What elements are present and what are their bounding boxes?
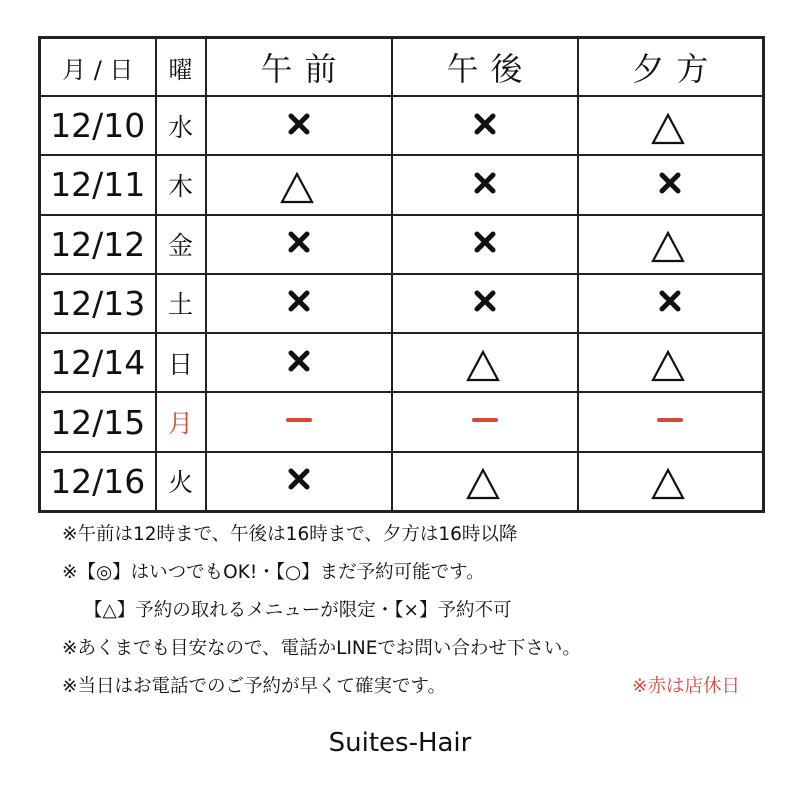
triangle-icon bbox=[465, 459, 505, 499]
evening-cell bbox=[578, 215, 764, 274]
weekday-cell: 月 bbox=[156, 392, 206, 451]
weekday-cell: 水 bbox=[156, 96, 206, 155]
note-same-day-text: ※当日はお電話でのご予約が早くて確実です。 bbox=[62, 676, 447, 697]
morning-cell bbox=[206, 333, 392, 392]
header-morning: 午前 bbox=[206, 38, 392, 97]
morning-cell bbox=[206, 274, 392, 333]
triangle-icon bbox=[650, 341, 690, 381]
cross-icon bbox=[465, 281, 505, 321]
header-evening: 夕方 bbox=[578, 38, 764, 97]
note-contact: ※あくまでも目安なので、電話かLINEでお問い合わせ下さい。 bbox=[62, 638, 581, 659]
cross-icon bbox=[279, 222, 319, 262]
cross-icon bbox=[650, 281, 690, 321]
dash-icon bbox=[279, 400, 319, 440]
cross-icon bbox=[465, 163, 505, 203]
cross-icon bbox=[279, 459, 319, 499]
date-cell: 12/11 bbox=[40, 155, 156, 214]
note-same-day bbox=[62, 668, 762, 706]
weekday-cell: 土 bbox=[156, 274, 206, 333]
dash-icon bbox=[650, 400, 690, 440]
evening-cell bbox=[578, 452, 764, 512]
notes bbox=[62, 516, 762, 706]
table-row bbox=[40, 452, 764, 512]
triangle-icon bbox=[650, 222, 690, 262]
evening-cell bbox=[578, 96, 764, 155]
note-legend-ok: ※【◎】はいつでもOK!・【○】まだ予約可能です。 bbox=[62, 562, 485, 583]
afternoon-cell bbox=[392, 274, 578, 333]
cross-icon bbox=[279, 341, 319, 381]
weekday-cell: 金 bbox=[156, 215, 206, 274]
date-cell: 12/15 bbox=[40, 392, 156, 451]
triangle-icon bbox=[650, 459, 690, 499]
header-row bbox=[40, 38, 764, 97]
table-row bbox=[40, 155, 764, 214]
triangle-icon bbox=[279, 163, 319, 203]
table-row bbox=[40, 215, 764, 274]
afternoon-cell bbox=[392, 215, 578, 274]
afternoon-cell bbox=[392, 333, 578, 392]
cross-icon bbox=[279, 281, 319, 321]
triangle-icon bbox=[465, 341, 505, 381]
afternoon-cell bbox=[392, 392, 578, 451]
afternoon-cell bbox=[392, 155, 578, 214]
cross-icon bbox=[650, 163, 690, 203]
table-row bbox=[40, 96, 764, 155]
evening-cell bbox=[578, 274, 764, 333]
dash-icon bbox=[465, 400, 505, 440]
table-row bbox=[40, 274, 764, 333]
evening-cell bbox=[578, 333, 764, 392]
date-cell: 12/13 bbox=[40, 274, 156, 333]
cross-icon bbox=[465, 222, 505, 262]
morning-cell bbox=[206, 392, 392, 451]
date-cell: 12/16 bbox=[40, 452, 156, 512]
date-cell: 12/14 bbox=[40, 333, 156, 392]
note-hours: ※午前は12時まで、午後は16時まで、夕方は16時以降 bbox=[62, 524, 518, 545]
triangle-icon bbox=[650, 104, 690, 144]
note-legend-limited: 【△】予約の取れるメニューが限定・【×】予約不可 bbox=[84, 600, 512, 621]
header-date: 月 / 日 bbox=[40, 38, 156, 97]
header-afternoon: 午後 bbox=[392, 38, 578, 97]
weekday-cell: 日 bbox=[156, 333, 206, 392]
afternoon-cell bbox=[392, 96, 578, 155]
date-cell: 12/10 bbox=[40, 96, 156, 155]
morning-cell bbox=[206, 155, 392, 214]
header-weekday: 曜 bbox=[156, 38, 206, 97]
morning-cell bbox=[206, 215, 392, 274]
schedule-body bbox=[40, 96, 764, 512]
afternoon-cell bbox=[392, 452, 578, 512]
cross-icon bbox=[279, 104, 319, 144]
evening-cell bbox=[578, 155, 764, 214]
brand-name: Suites-Hair bbox=[328, 728, 472, 758]
morning-cell bbox=[206, 452, 392, 512]
table-row bbox=[40, 333, 764, 392]
availability-table bbox=[38, 36, 765, 513]
evening-cell bbox=[578, 392, 764, 451]
morning-cell bbox=[206, 96, 392, 155]
cross-icon bbox=[465, 104, 505, 144]
weekday-cell: 火 bbox=[156, 452, 206, 512]
weekday-cell: 木 bbox=[156, 155, 206, 214]
table-row bbox=[40, 392, 764, 451]
note-closed-days: ※赤は店休日 bbox=[631, 676, 740, 697]
date-cell: 12/12 bbox=[40, 215, 156, 274]
